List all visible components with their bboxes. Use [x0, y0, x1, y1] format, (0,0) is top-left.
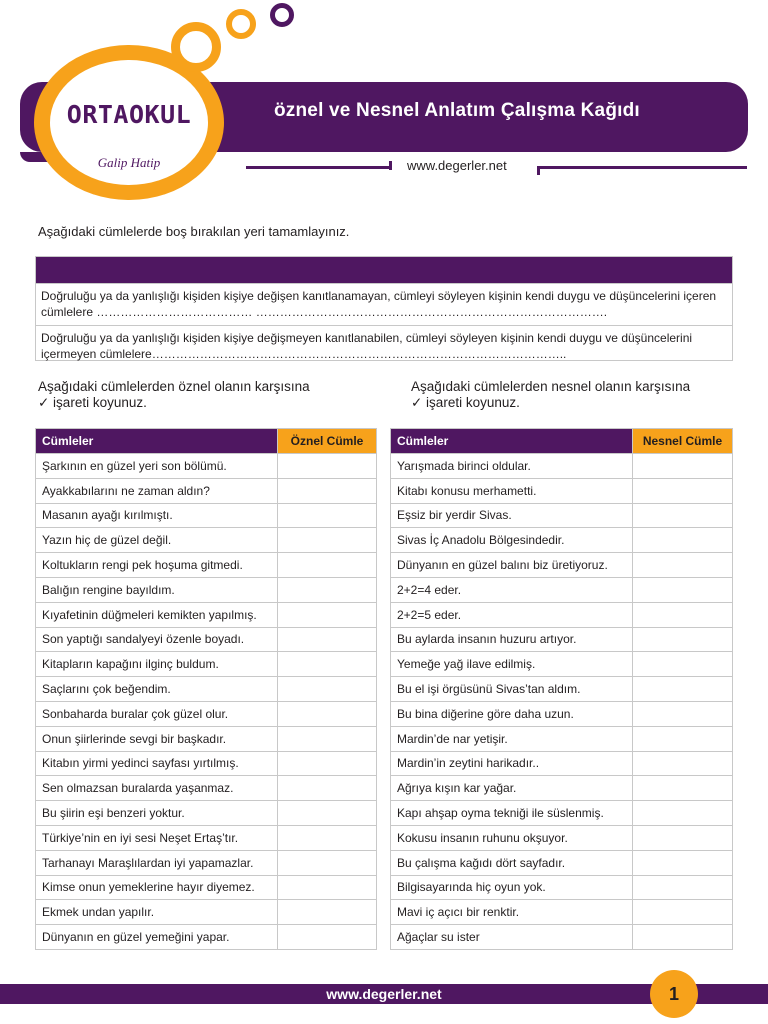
- left-instruction: [38, 379, 310, 411]
- answer-cell[interactable]: [278, 776, 377, 801]
- sentence-cell: Balığın rengine bayıldım.: [36, 577, 278, 602]
- instruction-text: Aşağıdaki cümlelerde boş bırakılan yeri tamamlayınız.: [38, 224, 350, 239]
- answer-cell[interactable]: [278, 925, 377, 950]
- table-row: [36, 503, 377, 528]
- sentence-cell: Mardin’de nar yetişir.: [391, 726, 633, 751]
- table-row: [391, 701, 733, 726]
- table-row: [36, 528, 377, 553]
- website-link-top[interactable]: www.degerler.net: [407, 158, 507, 173]
- table-row: [36, 602, 377, 627]
- answer-cell[interactable]: [278, 850, 377, 875]
- answer-cell[interactable]: [278, 454, 377, 479]
- sentence-cell: Kitapların kapağını ilginç buldum.: [36, 652, 278, 677]
- answer-cell[interactable]: [633, 925, 733, 950]
- answer-cell[interactable]: [278, 801, 377, 826]
- sentence-cell: Ekmek undan yapılır.: [36, 900, 278, 925]
- sentence-cell: Bu çalışma kağıdı dört sayfadır.: [391, 850, 633, 875]
- table-row: [36, 627, 377, 652]
- fill-in-box: [35, 256, 733, 361]
- objective-table-body: [391, 454, 733, 950]
- fill-in-item: Doğruluğu ya da yanlışlığı kişiden kişiye değişmeyen kanıtlanabilen, cümleyi söyleyen kişinin kendi duygu ve düşüncelerini içermeyen cümlelere…………………………………………………………………………………………..: [36, 325, 732, 367]
- answer-cell[interactable]: [633, 553, 733, 578]
- sentence-cell: Kıyafetinin düğmeleri kemikten yapılmış.: [36, 602, 278, 627]
- divider-left-tick: [389, 161, 392, 170]
- sentence-cell: Ayakkabılarını ne zaman aldın?: [36, 478, 278, 503]
- table-row: [36, 776, 377, 801]
- column-header-objective: Nesnel Cümle: [633, 429, 733, 454]
- answer-cell[interactable]: [633, 801, 733, 826]
- subjective-table-body: [36, 454, 377, 950]
- answer-cell[interactable]: [633, 528, 733, 553]
- sentence-cell: Türkiye’nin en iyi sesi Neşet Ertaş’tır.: [36, 825, 278, 850]
- answer-cell[interactable]: [278, 627, 377, 652]
- sentence-cell: Saçlarını çok beğendim.: [36, 677, 278, 702]
- answer-cell[interactable]: [633, 900, 733, 925]
- table-row: [36, 726, 377, 751]
- answer-cell[interactable]: [633, 577, 733, 602]
- answer-cell[interactable]: [278, 652, 377, 677]
- answer-cell[interactable]: [278, 553, 377, 578]
- sentence-cell: Kokusu insanın ruhunu okşuyor.: [391, 825, 633, 850]
- answer-cell[interactable]: [633, 850, 733, 875]
- table-row: [36, 900, 377, 925]
- table-row: [36, 454, 377, 479]
- answer-cell[interactable]: [278, 503, 377, 528]
- sentence-cell: Kimse onun yemeklerine hayır diyemez.: [36, 875, 278, 900]
- page-title: öznel ve Nesnel Anlatım Çalışma Kağıdı: [274, 100, 640, 121]
- answer-cell[interactable]: [278, 528, 377, 553]
- fill-in-item: Doğruluğu ya da yanlışlığı kişiden kişiye değişen kanıtlanamayan, cümleyi söyleyen kişinin kendi duygu ve düşüncelerini içeren cümlelere ………………………………… …………………………………………………………………………….: [36, 283, 732, 325]
- answer-cell[interactable]: [633, 875, 733, 900]
- right-instruction-line2: ✓ işareti koyunuz.: [411, 395, 520, 410]
- answer-cell[interactable]: [278, 602, 377, 627]
- answer-cell[interactable]: [278, 900, 377, 925]
- left-instruction-line1: Aşağıdaki cümlelerden öznel olanın karşısına: [38, 379, 310, 394]
- sentence-cell: Eşsiz bir yerdir Sivas.: [391, 503, 633, 528]
- sentence-cell: Son yaptığı sandalyeyi özenle boyadı.: [36, 627, 278, 652]
- table-row: [36, 801, 377, 826]
- answer-cell[interactable]: [633, 751, 733, 776]
- answer-cell[interactable]: [633, 825, 733, 850]
- table-row: [391, 478, 733, 503]
- right-instruction: [411, 379, 690, 411]
- column-header-sentences: Cümleler: [36, 429, 278, 454]
- brand-logo-text: ORTAOKUL: [66, 100, 192, 129]
- column-header-sentences: Cümleler: [391, 429, 633, 454]
- answer-cell[interactable]: [278, 726, 377, 751]
- answer-cell[interactable]: [633, 627, 733, 652]
- answer-cell[interactable]: [278, 825, 377, 850]
- answer-cell[interactable]: [278, 701, 377, 726]
- table-row: [391, 528, 733, 553]
- sentence-cell: Onun şiirlerinde sevgi bir başkadır.: [36, 726, 278, 751]
- page-number-badge: 1: [650, 970, 698, 1018]
- table-row: [36, 677, 377, 702]
- table-row: [36, 652, 377, 677]
- sentence-cell: Sonbaharda buralar çok güzel olur.: [36, 701, 278, 726]
- answer-cell[interactable]: [278, 875, 377, 900]
- answer-cell[interactable]: [278, 677, 377, 702]
- sentence-cell: Bu aylarda insanın huzuru artıyor.: [391, 627, 633, 652]
- decor-circle-small: [270, 3, 294, 27]
- divider-left: [246, 166, 392, 169]
- sentence-cell: Kitabın yirmi yedinci sayfası yırtılmış.: [36, 751, 278, 776]
- sentence-cell: Yarışmada birinci oldular.: [391, 454, 633, 479]
- sentence-cell: 2+2=4 eder.: [391, 577, 633, 602]
- website-link-bottom[interactable]: www.degerler.net: [326, 986, 442, 1002]
- sentence-cell: Ağrıya kışın kar yağar.: [391, 776, 633, 801]
- column-header-subjective: Öznel Cümle: [278, 429, 377, 454]
- table-row: [391, 925, 733, 950]
- fill-in-header-bar: [36, 257, 732, 283]
- divider-right: [537, 166, 747, 169]
- sentence-cell: Şarkının en güzel yeri son bölümü.: [36, 454, 278, 479]
- sentence-cell: Ağaçlar su ister: [391, 925, 633, 950]
- table-row: [391, 503, 733, 528]
- answer-cell[interactable]: [278, 478, 377, 503]
- table-header-row: [391, 429, 733, 454]
- sentence-cell: Dünyanın en güzel yemeğini yapar.: [36, 925, 278, 950]
- sentence-cell: Tarhanayı Maraşlılardan iyi yapamazlar.: [36, 850, 278, 875]
- answer-cell[interactable]: [278, 577, 377, 602]
- table-row: [36, 701, 377, 726]
- answer-cell[interactable]: [633, 701, 733, 726]
- table-row: [36, 925, 377, 950]
- answer-cell[interactable]: [278, 751, 377, 776]
- table-row: [36, 478, 377, 503]
- table-row: [391, 875, 733, 900]
- sentence-cell: Dünyanın en güzel balını biz üretiyoruz.: [391, 553, 633, 578]
- sentence-cell: Mavi iç açıcı bir renktir.: [391, 900, 633, 925]
- left-instruction-line2: ✓ işareti koyunuz.: [38, 395, 147, 410]
- table-row: [391, 900, 733, 925]
- answer-cell[interactable]: [633, 652, 733, 677]
- sentence-cell: Bu şiirin eşi benzeri yoktur.: [36, 801, 278, 826]
- answer-cell[interactable]: [633, 726, 733, 751]
- table-row: [391, 577, 733, 602]
- sentence-cell: Masanın ayağı kırılmıştı.: [36, 503, 278, 528]
- answer-cell[interactable]: [633, 454, 733, 479]
- table-row: [391, 801, 733, 826]
- table-row: [391, 751, 733, 776]
- decor-circle-large: [171, 22, 221, 72]
- table-row: [36, 875, 377, 900]
- table-row: [391, 825, 733, 850]
- table-row: [391, 602, 733, 627]
- answer-cell[interactable]: [633, 478, 733, 503]
- table-row: [391, 454, 733, 479]
- answer-cell[interactable]: [633, 503, 733, 528]
- sentence-cell: Yazın hiç de güzel değil.: [36, 528, 278, 553]
- table-row: [36, 577, 377, 602]
- sentence-cell: Sen olmazsan buralarda yaşanmaz.: [36, 776, 278, 801]
- table-row: [36, 553, 377, 578]
- answer-cell[interactable]: [633, 602, 733, 627]
- table-row: [391, 627, 733, 652]
- decor-circle-medium: [226, 9, 256, 39]
- table-row: [391, 652, 733, 677]
- sentence-cell: Koltukların rengi pek hoşuma gitmedi.: [36, 553, 278, 578]
- table-row: [391, 776, 733, 801]
- table-header-row: [36, 429, 377, 454]
- subjective-table: [35, 428, 377, 950]
- sentence-cell: Bu bina diğerine göre daha uzun.: [391, 701, 633, 726]
- sentence-cell: Mardin’in zeytini harikadır..: [391, 751, 633, 776]
- table-row: [36, 825, 377, 850]
- sentence-cell: Kitabı konusu merhametti.: [391, 478, 633, 503]
- table-row: [36, 751, 377, 776]
- answer-cell[interactable]: [633, 677, 733, 702]
- sentence-cell: 2+2=5 eder.: [391, 602, 633, 627]
- sentence-cell: Kapı ahşap oyma tekniği ile süslenmiş.: [391, 801, 633, 826]
- sentence-cell: Bu el işi örgüsünü Sivas’tan aldım.: [391, 677, 633, 702]
- table-row: [391, 850, 733, 875]
- table-row: [391, 677, 733, 702]
- sentence-cell: Yemeğe yağ ilave edilmiş.: [391, 652, 633, 677]
- divider-right-tick: [537, 166, 540, 175]
- answer-cell[interactable]: [633, 776, 733, 801]
- table-row: [391, 726, 733, 751]
- sentence-cell: Sivas İç Anadolu Bölgesindedir.: [391, 528, 633, 553]
- objective-table: [390, 428, 733, 950]
- author-name: Galip Hatip: [97, 155, 161, 170]
- table-row: [391, 553, 733, 578]
- table-row: [36, 850, 377, 875]
- right-instruction-line1: Aşağıdaki cümlelerden nesnel olanın karşısına: [411, 379, 691, 394]
- sentence-cell: Bilgisayarında hiç oyun yok.: [391, 875, 633, 900]
